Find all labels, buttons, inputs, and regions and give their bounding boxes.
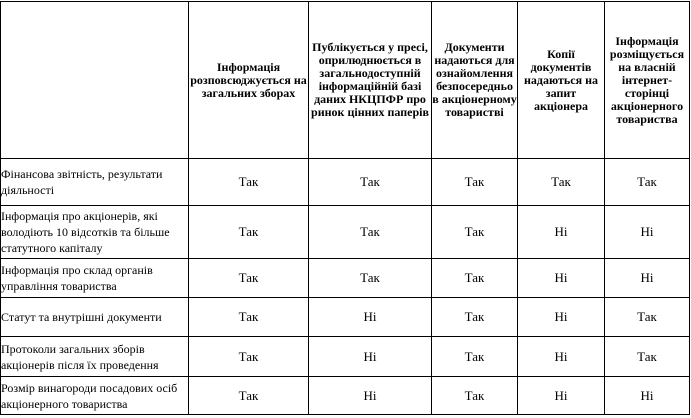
col-header-documents-on-site: Документи надаються для ознайомлення безпосередньо в акціонерному товаристві (432, 2, 518, 159)
disclosure-table (0, 1, 690, 415)
col-header-copies-on-request: Копії документів надаються на запит акціонера (518, 2, 605, 159)
table-row (1, 206, 690, 259)
table-cell: Так (189, 377, 309, 415)
table-cell: Так (605, 298, 690, 337)
table-cell: Ні (309, 298, 432, 337)
table-cell: Так (432, 259, 518, 298)
table-cell: Ні (309, 377, 432, 415)
row-label: Інформація про акціонерів, які володіють 10 відсотків та більше статутного капіталу (1, 206, 189, 259)
table-cell: Так (432, 159, 518, 206)
table-cell: Так (605, 337, 690, 377)
table-cell: Ні (518, 377, 605, 415)
row-label: Статут та внутрішні документи (1, 298, 189, 337)
col-header-press-publication: Публікується у пресі, оприлюднюється в загальнодоступній інформаційній базі даних НКЦПФР про ринок цінних паперів (309, 2, 432, 159)
table-row (1, 259, 690, 298)
row-label: Протоколи загальних зборів акціонерів після їх проведення (1, 337, 189, 377)
table-cell: Ні (605, 259, 690, 298)
row-label: Інформація про склад органів управління товариства (1, 259, 189, 298)
table-cell: Так (189, 159, 309, 206)
corner-cell (1, 2, 189, 159)
table-cell: Ні (518, 298, 605, 337)
table-cell: Так (605, 159, 690, 206)
table-cell: Так (309, 259, 432, 298)
table-cell: Так (189, 259, 309, 298)
table-cell: Так (518, 159, 605, 206)
table-cell: Так (432, 206, 518, 259)
table-row (1, 377, 690, 415)
table-cell: Так (189, 337, 309, 377)
col-header-website: Інформація розміщується на власній інтернет-сторінці акціонерного товариства (605, 2, 690, 159)
table-cell: Ні (518, 259, 605, 298)
table-cell: Так (189, 206, 309, 259)
table-cell: Ні (518, 206, 605, 259)
table-cell: Так (189, 298, 309, 337)
header-row (1, 2, 690, 159)
table-row (1, 159, 690, 206)
table-cell: Так (432, 377, 518, 415)
table-row (1, 337, 690, 377)
table-cell: Так (309, 206, 432, 259)
table-cell: Так (432, 298, 518, 337)
table-row (1, 298, 690, 337)
row-label: Розмір винагороди посадових осіб акціонерного товариства (1, 377, 189, 415)
table-cell: Ні (605, 377, 690, 415)
table-cell: Ні (518, 337, 605, 377)
table-cell: Так (432, 337, 518, 377)
col-header-general-meetings: Інформація розповсюджується на загальних зборах (189, 2, 309, 159)
table-cell: Ні (309, 337, 432, 377)
table-cell: Так (309, 159, 432, 206)
table-cell: Ні (605, 206, 690, 259)
row-label: Фінансова звітність, результати діяльності (1, 159, 189, 206)
